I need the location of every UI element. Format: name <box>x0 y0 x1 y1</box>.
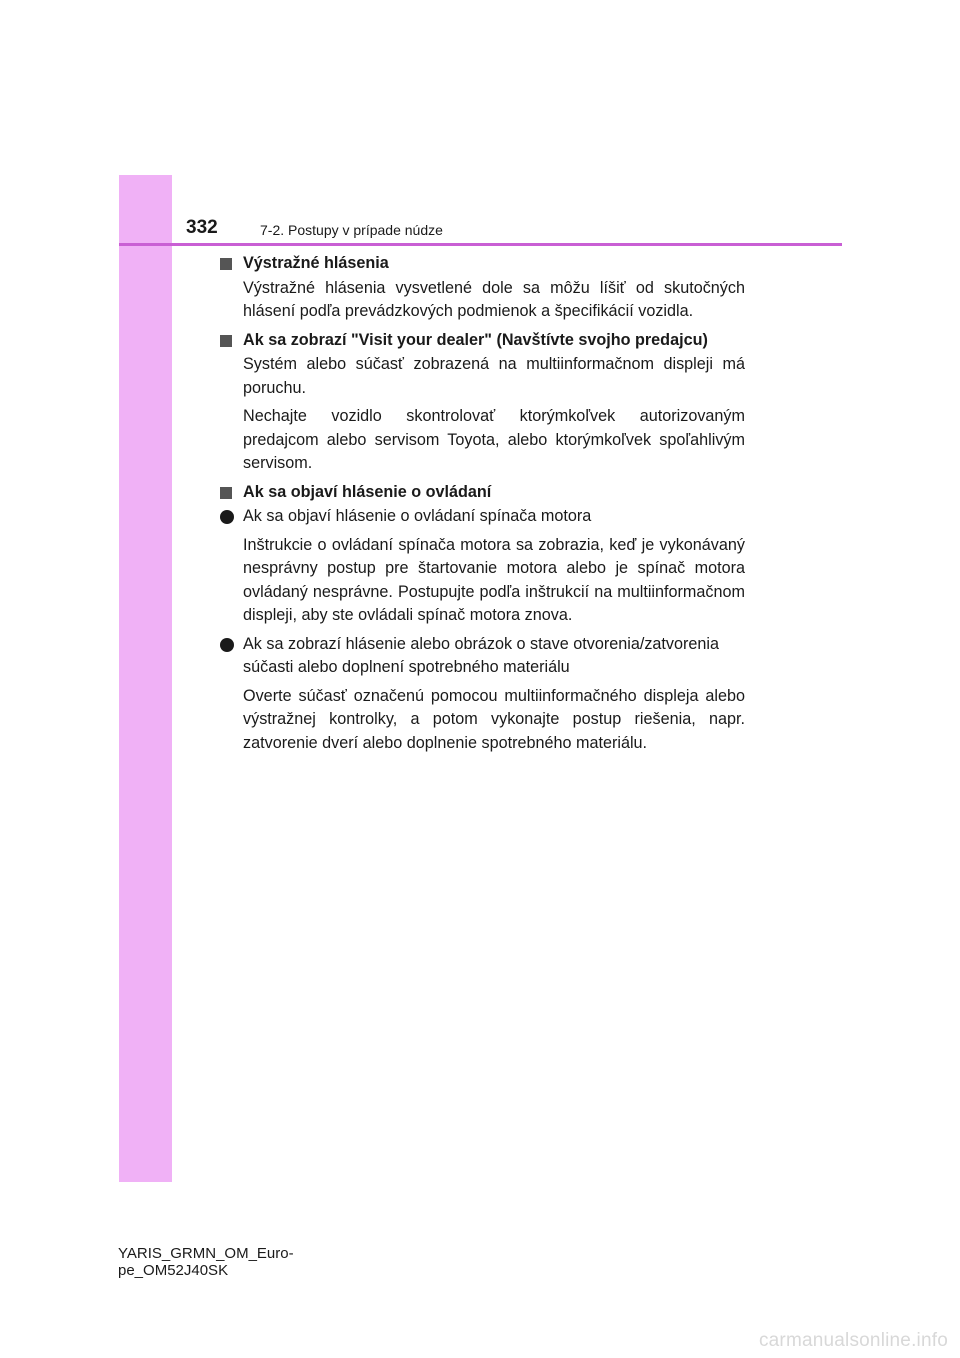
page-content <box>220 252 745 760</box>
heading-text: Ak sa zobrazí "Visit your dealer" (Navštívte svojho predajcu) <box>243 330 708 349</box>
heading-text: Ak sa objaví hlásenie o ovládaní <box>243 482 492 501</box>
page-number: 332 <box>186 217 218 238</box>
square-icon <box>220 258 232 270</box>
header-rule <box>119 243 842 246</box>
bullet-text: Ak sa objaví hlásenie o ovládaní spínača motora <box>243 507 592 525</box>
document-footer <box>118 1245 294 1279</box>
chapter-sidebar-tab <box>119 175 172 1182</box>
bullet-text: Ak sa zobrazí hlásenie alebo obrázok o stave otvorenia/zatvorenia súčasti alebo doplnení spotrebného materiálu <box>243 634 720 676</box>
bullet-item-open-close-status <box>220 633 745 680</box>
paragraph: Nechajte vozidlo skontrolovať ktorýmkoľvek autorizovaným predajcom alebo servisom Toyota, alebo ktorýmkoľvek spoľahlivým servisom. <box>243 407 745 472</box>
footer-line-2: pe_OM52J40SK <box>118 1262 229 1279</box>
paragraph: Systém alebo súčasť zobrazená na multiinformačnom displeji má poruchu. <box>243 355 745 397</box>
footer-line-1: YARIS_GRMN_OM_Euro- <box>118 1245 294 1262</box>
paragraph: Výstražné hlásenia vysvetlené dole sa môžu líšiť od skutočných hlásení podľa prevádzkových podmienok a špecifikácií vozidla. <box>243 278 745 320</box>
heading-text: Výstražné hlásenia <box>243 254 389 272</box>
bullet-icon <box>220 510 234 524</box>
square-icon <box>220 487 232 499</box>
heading-operation-message <box>220 481 745 505</box>
section-title: 7-2. Postupy v prípade núdze <box>260 222 443 238</box>
square-icon <box>220 335 232 347</box>
paragraph: Inštrukcie o ovládaní spínača motora sa zobrazia, keď je vykonávaný nesprávny postup pre štartovanie motora alebo je spínač motora ovládaný nesprávne. Postupujte podľa inštrukcií na multiinformačnom displeji, aby ste ovládali spínač motora znova. <box>243 535 745 624</box>
paragraph: Overte súčasť označenú pomocou multiinformačného displeja alebo výstražnej kontrolky, a potom vykonajte postup riešenia, napr. zatvorenie dverí alebo doplnenie spotrebného materiálu. <box>243 686 745 752</box>
bullet-item-engine-switch <box>220 505 745 529</box>
heading-visit-dealer <box>220 329 745 353</box>
watermark: carmanualsonline.info <box>758 1330 948 1351</box>
bullet-icon <box>220 638 234 652</box>
heading-warning-messages <box>220 252 745 276</box>
